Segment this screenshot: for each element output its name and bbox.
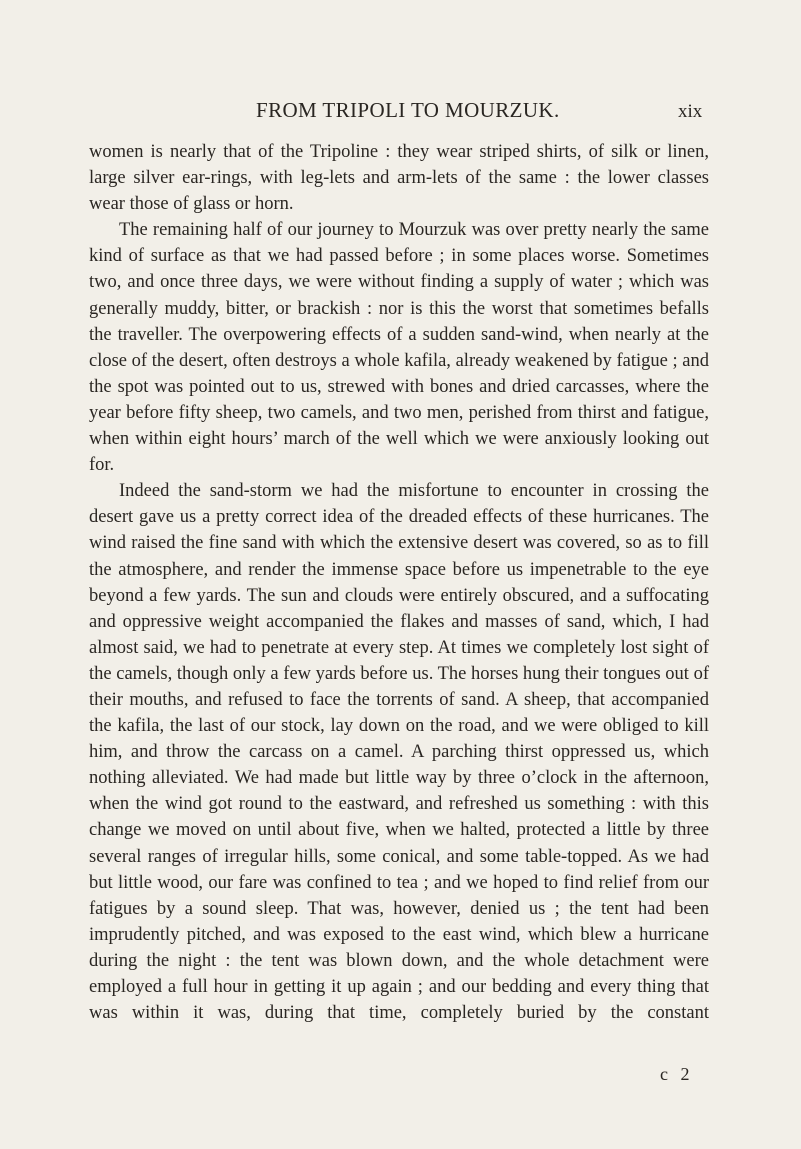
paragraph-2: The remaining half of our journey to Mourzuk was over pretty nearly the same kind of surface as that we had passed before ; in some places worse. Sometimes two, and once three days, we were without finding a supply of water ; which was generally muddy, bitter, or brackish : nor is this the worst that sometimes befalls the traveller. The overpowering effects of a sudden sand-wind, when nearly at the close of the desert, often destroys a whole kafila, already weakened by fatigue ; and the spot was pointed out to us, strewed with bones and dried carcasses, where the year before fifty sheep, two camels, and two men, perished from thirst and fatigue, when within eight hours’ march of the well which we were anxiously looking out for.	[89, 220, 709, 476]
paragraph-3: Indeed the sand-storm we had the misfortune to encounter in crossing the desert gave us a pretty correct idea of the dreaded effects of these hurricanes. The wind raised the fine sand with which the extensive desert was covered, so as to fill the atmosphere, and render the immense space before us impenetrable to the eye beyond a few yards. The sun and clouds were entirely obscured, and a suffocating and oppressive weight accompanied the flakes and masses of sand, which, I had almost said, we had to penetrate at every step. At times we completely lost sight of the camels, though only a few yards before us. The horses hung their tongues out of their mouths, and refused to face the torrents of sand. A sheep, that accompanied the kafila, the last of our stock, lay down on the road, and we were obliged to kill him, and throw the carcass on a camel. A parching thirst oppressed us, which nothing alleviated. We had made but little way by three o’clock in the afternoon, when the wind got round to the eastward, and refreshed us something : with this change we moved on until about five, when we halted, protected a little by three several ranges of irregular hills, some conical, and some table-topped. As we had but little wood, our fare was confined to tea ; and we hoped to find relief from our fatigues by a sound sleep. That was, however, denied us ; the tent had been imprudently pitched, and was exposed to the east wind, which blew a hurricane during the night : the tent was blown down, and the whole detachment were employed a full hour in getting it up again ; and our bedding and every thing that was within it was, during that time, completely buried by the constant	[89, 481, 709, 1024]
body-text	[89, 139, 709, 1026]
signature-mark: c 2	[660, 1064, 694, 1084]
paragraph-1: women is nearly that of the Tripoline : they wear striped shirts, of silk or linen, large silver ear-rings, with leg-lets and arm-lets of the same : the lower classes wear those of glass or horn.	[89, 142, 709, 215]
page-number: xix	[678, 101, 703, 122]
running-title: FROM TRIPOLI TO MOURZUK.	[256, 98, 560, 122]
